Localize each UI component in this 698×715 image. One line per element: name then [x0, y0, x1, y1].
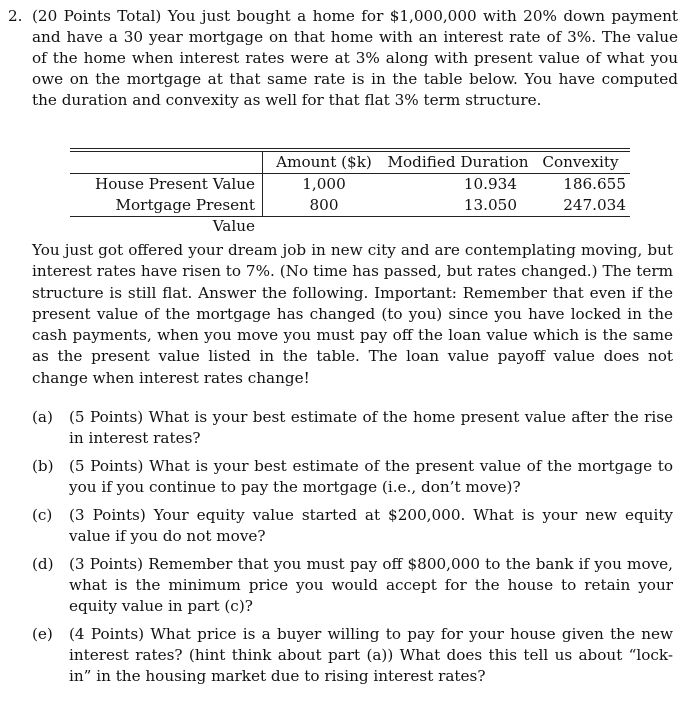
row-label: Mortgage Present Value [70, 195, 263, 216]
part-text: (5 Points) What is your best estimate of the present value of the mortgage to you if you continue to pay the mortgage (i.e., don’t move)? [69, 457, 673, 496]
table-header-amount: Amount ($k) [276, 153, 372, 171]
table-row-mortgage [70, 195, 630, 235]
question-parts [32, 407, 673, 694]
problem-statement [8, 6, 678, 111]
scenario-paragraph: You just got offered your dream job in new city and are contemplating moving, but interest rates have risen to 7%. (No time has passed, but rates changed.) The term structure is still flat. Answer the following. Important: Remember that even if the present value of the mortgage has changed (to you) since you have locked in the cash payments, when you move you must pay off the loan value which is the same as the present value listed in the table. The loan value payoff value does not change when interest rates change! [32, 241, 673, 387]
table-header-label [70, 152, 263, 173]
table-top-rule [70, 148, 630, 149]
part-e [32, 624, 673, 687]
table-header-row [70, 152, 630, 174]
part-label: (e) [32, 625, 53, 643]
row-label: House Present Value [70, 174, 263, 195]
part-label: (b) [32, 457, 54, 475]
part-b [32, 456, 673, 498]
part-label: (c) [32, 506, 53, 524]
row-convexity: 186.655 [563, 175, 626, 193]
table-row-house [70, 174, 630, 195]
part-c [32, 505, 673, 547]
part-d [32, 554, 673, 617]
row-amount: 800 [309, 196, 339, 214]
part-a [32, 407, 673, 449]
problem-number: 2. [8, 7, 23, 25]
values-table [70, 148, 630, 235]
row-duration: 10.934 [463, 175, 517, 193]
part-text: (4 Points) What price is a buyer willing to pay for your house given the new interest rates? (hint think about part (a)) What does this tell us about “lock-in” in the housing market due to rising interest rates? [69, 625, 673, 685]
part-text: (3 Points) Remember that you must pay off $800,000 to the bank if you move, what is the minimum price you would accept for the house to retain your equity value in part (c)? [69, 555, 673, 615]
table-header-convexity: Convexity [542, 153, 619, 171]
row-amount: 1,000 [302, 175, 346, 193]
problem-intro: (20 Points Total) You just bought a home for $1,000,000 with 20% down payment and have a 30 year mortgage on that home with an interest rate of 3%. The value of the home when interest rates were at 3% along with present value of what you owe on the mortgage at that same rate is in the table below. You have computed the duration and convexity as well for that flat 3% term structure. [32, 7, 678, 109]
table-header-duration: Modified Duration [387, 153, 529, 171]
part-label: (d) [32, 555, 54, 573]
part-text: (3 Points) Your equity value started at $200,000. What is your new equity value if you do not move? [69, 506, 673, 545]
row-convexity: 247.034 [563, 196, 626, 214]
part-text: (5 Points) What is your best estimate of the home present value after the rise in interest rates? [69, 408, 673, 447]
row-duration: 13.050 [463, 196, 517, 214]
part-label: (a) [32, 408, 53, 426]
